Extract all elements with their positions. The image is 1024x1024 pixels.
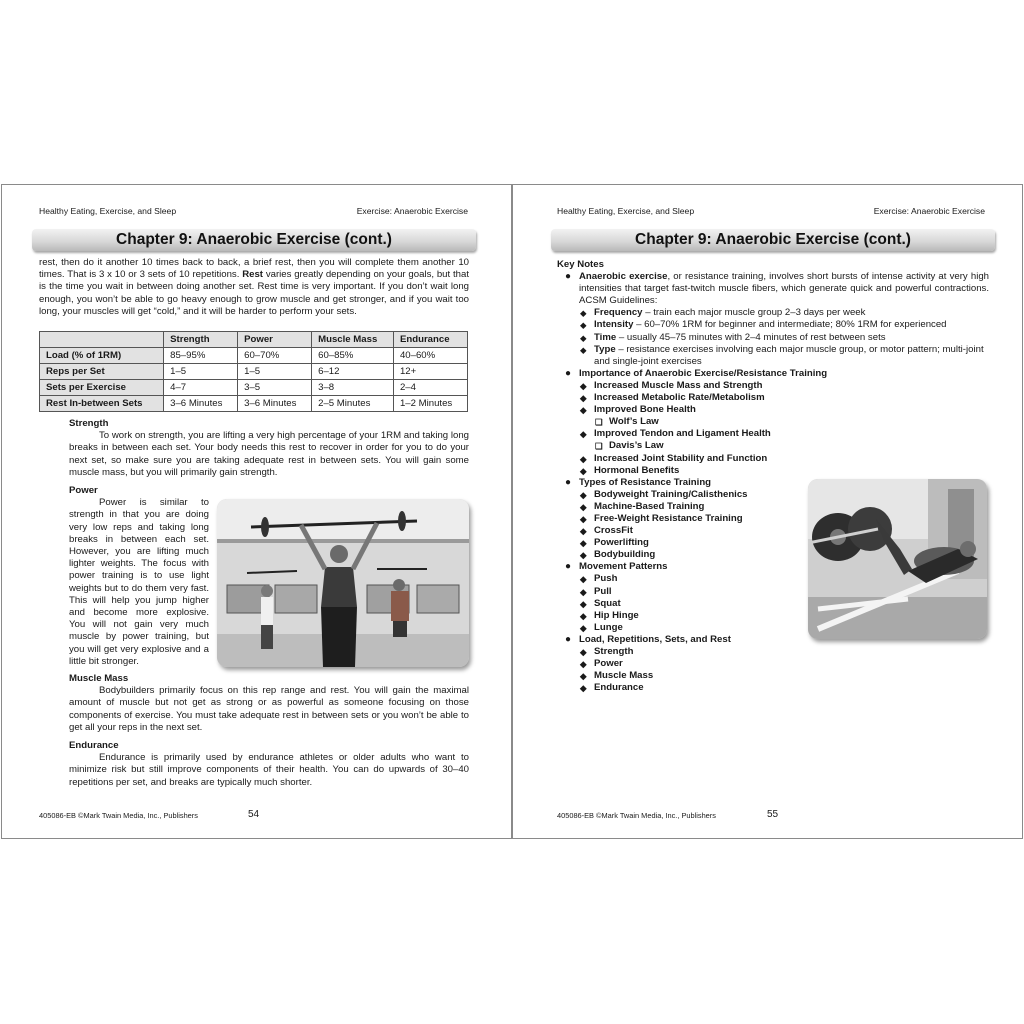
table-cell: 3–5 — [238, 380, 312, 396]
diamond-icon: ◆ — [580, 598, 587, 609]
diamond-icon: ◆ — [580, 671, 587, 682]
list-item — [557, 271, 989, 307]
list-item-label: CrossFit — [594, 525, 633, 537]
bullet-icon: ● — [565, 561, 572, 573]
section-heading: Muscle Mass — [69, 673, 129, 684]
list-item-label: Load, Repetitions, Sets, and Rest — [579, 633, 731, 645]
table-cell: 2–4 — [393, 380, 467, 396]
diamond-icon: ◆ — [580, 538, 587, 549]
footer-publisher: 405086-EB ©Mark Twain Media, Inc., Publishers — [39, 811, 198, 820]
list-item — [557, 658, 989, 670]
table-header-row — [40, 332, 468, 348]
list-item-label: Bodybuilding — [594, 549, 656, 561]
section-heading: Strength — [69, 418, 109, 429]
leg-press-image — [808, 479, 987, 639]
row-header-cell: Sets per Exercise — [40, 380, 164, 396]
list-item-term: Time — [594, 331, 617, 343]
list-item — [557, 416, 989, 428]
list-item-label: Push — [594, 573, 618, 585]
table-cell: 3–8 — [312, 380, 394, 396]
diamond-icon: ◆ — [580, 622, 587, 633]
section-text: Power is similar to strength in that you are doing very low reps and taking long breaks in between each set. However, you are lifting much lighter weights. The focus with power training is to use light weights but to do them very fast. This will help you jump higher and become more explosive. You will not gain very much muscle by power training, but you will get very explosive and a little bit stronger. — [69, 497, 209, 667]
diamond-icon: ◆ — [580, 393, 587, 404]
list-item-label: Increased Joint Stability and Function — [594, 452, 768, 464]
diamond-icon: ◆ — [580, 501, 587, 512]
table-cell: 40–60% — [393, 348, 467, 364]
diamond-icon: ◆ — [580, 453, 587, 464]
table-cell: 1–5 — [238, 364, 312, 380]
bullet-icon: ● — [565, 367, 572, 379]
diamond-icon: ◆ — [580, 683, 587, 694]
diamond-icon: ◆ — [580, 586, 587, 597]
diamond-icon: ◆ — [580, 513, 587, 524]
list-item-label: Squat — [594, 597, 621, 609]
list-item-label: Lunge — [594, 621, 623, 633]
table-cell: 12+ — [393, 364, 467, 380]
row-header-cell: Reps per Set — [40, 364, 164, 380]
list-item-label: Increased Metabolic Rate/Metabolism — [594, 392, 765, 404]
diamond-icon: ◆ — [580, 344, 587, 355]
list-item — [557, 453, 989, 465]
list-item-label: Pull — [594, 585, 612, 597]
section-heading: Power — [69, 485, 98, 496]
section-text: Endurance is primarily used by endurance athletes or older adults who want to minimize risk but still improve components of their health. You can do upwards of 30–40 repetitions per set, and breaks are typically much shorter. — [69, 752, 469, 788]
left-page — [1, 184, 512, 839]
table-cell: 2–5 Minutes — [312, 396, 394, 412]
list-item — [557, 392, 989, 404]
list-item-label: Endurance — [594, 682, 644, 694]
list-item-label: Machine-Based Training — [594, 500, 705, 512]
list-item — [557, 670, 989, 682]
bullet-icon: ● — [565, 271, 572, 283]
table-row — [40, 396, 468, 412]
list-item-text: – train each major muscle group 2–3 days per week — [642, 307, 866, 319]
strength-section — [69, 418, 469, 479]
list-item-label: Strength — [594, 646, 634, 657]
section-text: Bodybuilders primarily focus on this rep range and rest. You will gain the maximal amount of muscle but not get as strong or as powerful as someone focusing on those components of exercise. You must take adequate rest in between sets or you won’t be able to get all your reps in the next set. — [69, 685, 469, 733]
weightlifting-class-image — [217, 499, 469, 667]
list-item-text: – resistance exercises involving each major muscle group, or motor pattern; multi-joint and single-joint exercises — [594, 343, 984, 367]
weightlifting-class-photo — [217, 499, 469, 667]
list-item-term: Anaerobic exercise — [579, 271, 668, 283]
diamond-icon: ◆ — [580, 405, 587, 416]
list-item-term: Intensity — [594, 319, 634, 331]
table-header-cell: Endurance — [393, 332, 467, 348]
list-item — [557, 404, 989, 416]
list-item-label: Increased Muscle Mass and Strength — [594, 379, 763, 391]
list-item — [557, 646, 989, 658]
list-item — [557, 344, 989, 368]
diamond-icon: ◆ — [580, 489, 587, 500]
list-item-text: , or resistance training, involves short bursts of intense activity at very high intensities that target fast-twitch muscle fibers, which generate quick and powerful contractions. ACSM Guidelines: — [579, 271, 989, 307]
diamond-icon: ◆ — [580, 647, 587, 657]
table-row — [40, 364, 468, 380]
bullet-icon: ● — [565, 633, 572, 645]
checkbox-icon: ❏ — [595, 417, 603, 428]
chapter-banner: Chapter 9: Anaerobic Exercise (cont.) — [551, 229, 995, 251]
list-item-term: Frequency — [594, 307, 643, 319]
running-header-left: Healthy Eating, Exercise, and Sleep — [39, 206, 177, 216]
table-header-cell: Strength — [164, 332, 238, 348]
diamond-icon: ◆ — [580, 429, 587, 440]
table-cell: 4–7 — [164, 380, 238, 396]
leg-press-photo — [808, 479, 987, 639]
list-item — [557, 380, 989, 392]
table-header-cell: Power — [238, 332, 312, 348]
right-page — [512, 184, 1023, 839]
list-item-label: Types of Resistance Training — [579, 476, 712, 488]
row-header-cell: Load (% of 1RM) — [40, 348, 164, 364]
chapter-banner: Chapter 9: Anaerobic Exercise (cont.) — [32, 229, 476, 251]
list-item-label: Improved Bone Health — [594, 404, 696, 416]
table-row — [40, 348, 468, 364]
training-table — [39, 331, 468, 412]
table-cell: 85–95% — [164, 348, 238, 364]
power-section — [69, 485, 209, 668]
table-cell: 60–85% — [312, 348, 394, 364]
key-notes-title: Key Notes — [557, 259, 604, 270]
bullet-icon: ● — [565, 476, 572, 488]
list-item-label: Davis’s Law — [609, 440, 664, 452]
diamond-icon: ◆ — [580, 308, 587, 319]
table-header-cell: Muscle Mass — [312, 332, 394, 348]
list-item — [557, 332, 989, 344]
list-item-term: Type — [594, 343, 616, 355]
list-item — [557, 319, 989, 331]
diamond-icon: ◆ — [580, 659, 587, 670]
running-header-right: Exercise: Anaerobic Exercise — [356, 206, 468, 216]
intro-text-b: varies greatly depending on your goals, but that is the time you wait in between doing another set. Rest time is very important. If you don’t wait long enough, you won’t be able to go heavy enough to grow muscle and get stronger, and if you wait too long, your muscles will get “cold,” and it will be harder to perform your sets. — [39, 269, 469, 317]
section-text: To work on strength, you are lifting a very high percentage of your 1RM and taking long breaks in between each set. Your body needs this rest to recover in order for you to do your next set, so make sure you are taking adequate rest in between sets. You will gain some muscle mass, but you will primarily gain strength. — [69, 430, 469, 478]
list-item-label: Wolf’s Law — [609, 416, 659, 428]
list-item-label: Movement Patterns — [579, 561, 668, 573]
table-header-cell — [40, 332, 164, 348]
table-cell: 6–12 — [312, 364, 394, 380]
diamond-icon: ◆ — [580, 320, 587, 331]
list-item-text: – usually 45–75 minutes with 2–4 minutes of rest between sets — [616, 331, 886, 343]
running-header-right: Exercise: Anaerobic Exercise — [873, 206, 985, 216]
footer-publisher: 405086-EB ©Mark Twain Media, Inc., Publishers — [557, 811, 716, 820]
list-item-text: – 60–70% 1RM for beginner and intermediate; 80% 1RM for experienced — [633, 319, 947, 331]
table-row — [40, 380, 468, 396]
list-item — [557, 368, 989, 380]
running-header-left: Healthy Eating, Exercise, and Sleep — [557, 206, 695, 216]
page-number: 55 — [767, 809, 779, 820]
row-header-cell: Rest In-between Sets — [40, 396, 164, 412]
list-item-label: Hip Hinge — [594, 609, 639, 621]
table-cell: 1–5 — [164, 364, 238, 380]
table-cell: 60–70% — [238, 348, 312, 364]
muscle-mass-section — [69, 673, 469, 734]
checkbox-icon: ❏ — [595, 441, 603, 452]
list-item-label: Improved Tendon and Ligament Health — [594, 428, 771, 440]
list-item-label: Bodyweight Training/Calisthenics — [594, 488, 748, 500]
list-item-label: Importance of Anaerobic Exercise/Resistance Training — [579, 367, 828, 379]
list-item-label: Power — [594, 658, 623, 670]
table-cell: 1–2 Minutes — [393, 396, 467, 412]
intro-text-a: rest, then do it another 10 times back to back, a brief rest, then you will complete them another 10 times. That is 3 x 10 or 3 sets of 10 repetitions. — [39, 257, 469, 281]
list-item-label: Powerlifting — [594, 537, 649, 549]
diamond-icon: ◆ — [580, 332, 587, 343]
intro-rest-term: Rest — [242, 269, 263, 281]
table-cell: 3–6 Minutes — [164, 396, 238, 412]
list-item-label: Free-Weight Resistance Training — [594, 512, 743, 524]
diamond-icon: ◆ — [580, 465, 587, 476]
list-item — [557, 465, 989, 477]
intro-paragraph — [39, 257, 469, 318]
list-item-label: Hormonal Benefits — [594, 464, 680, 476]
diamond-icon: ◆ — [580, 380, 587, 391]
section-heading: Endurance — [69, 740, 119, 751]
diamond-icon: ◆ — [580, 526, 587, 537]
diamond-icon: ◆ — [580, 610, 587, 621]
page-number: 54 — [248, 809, 260, 820]
list-item — [557, 307, 989, 319]
endurance-section — [69, 740, 469, 789]
list-item-label: Muscle Mass — [594, 670, 654, 682]
table-cell: 3–6 Minutes — [238, 396, 312, 412]
diamond-icon: ◆ — [580, 550, 587, 561]
list-item — [557, 682, 989, 694]
diamond-icon: ◆ — [580, 574, 587, 585]
list-item — [557, 428, 989, 440]
list-item — [557, 440, 989, 452]
